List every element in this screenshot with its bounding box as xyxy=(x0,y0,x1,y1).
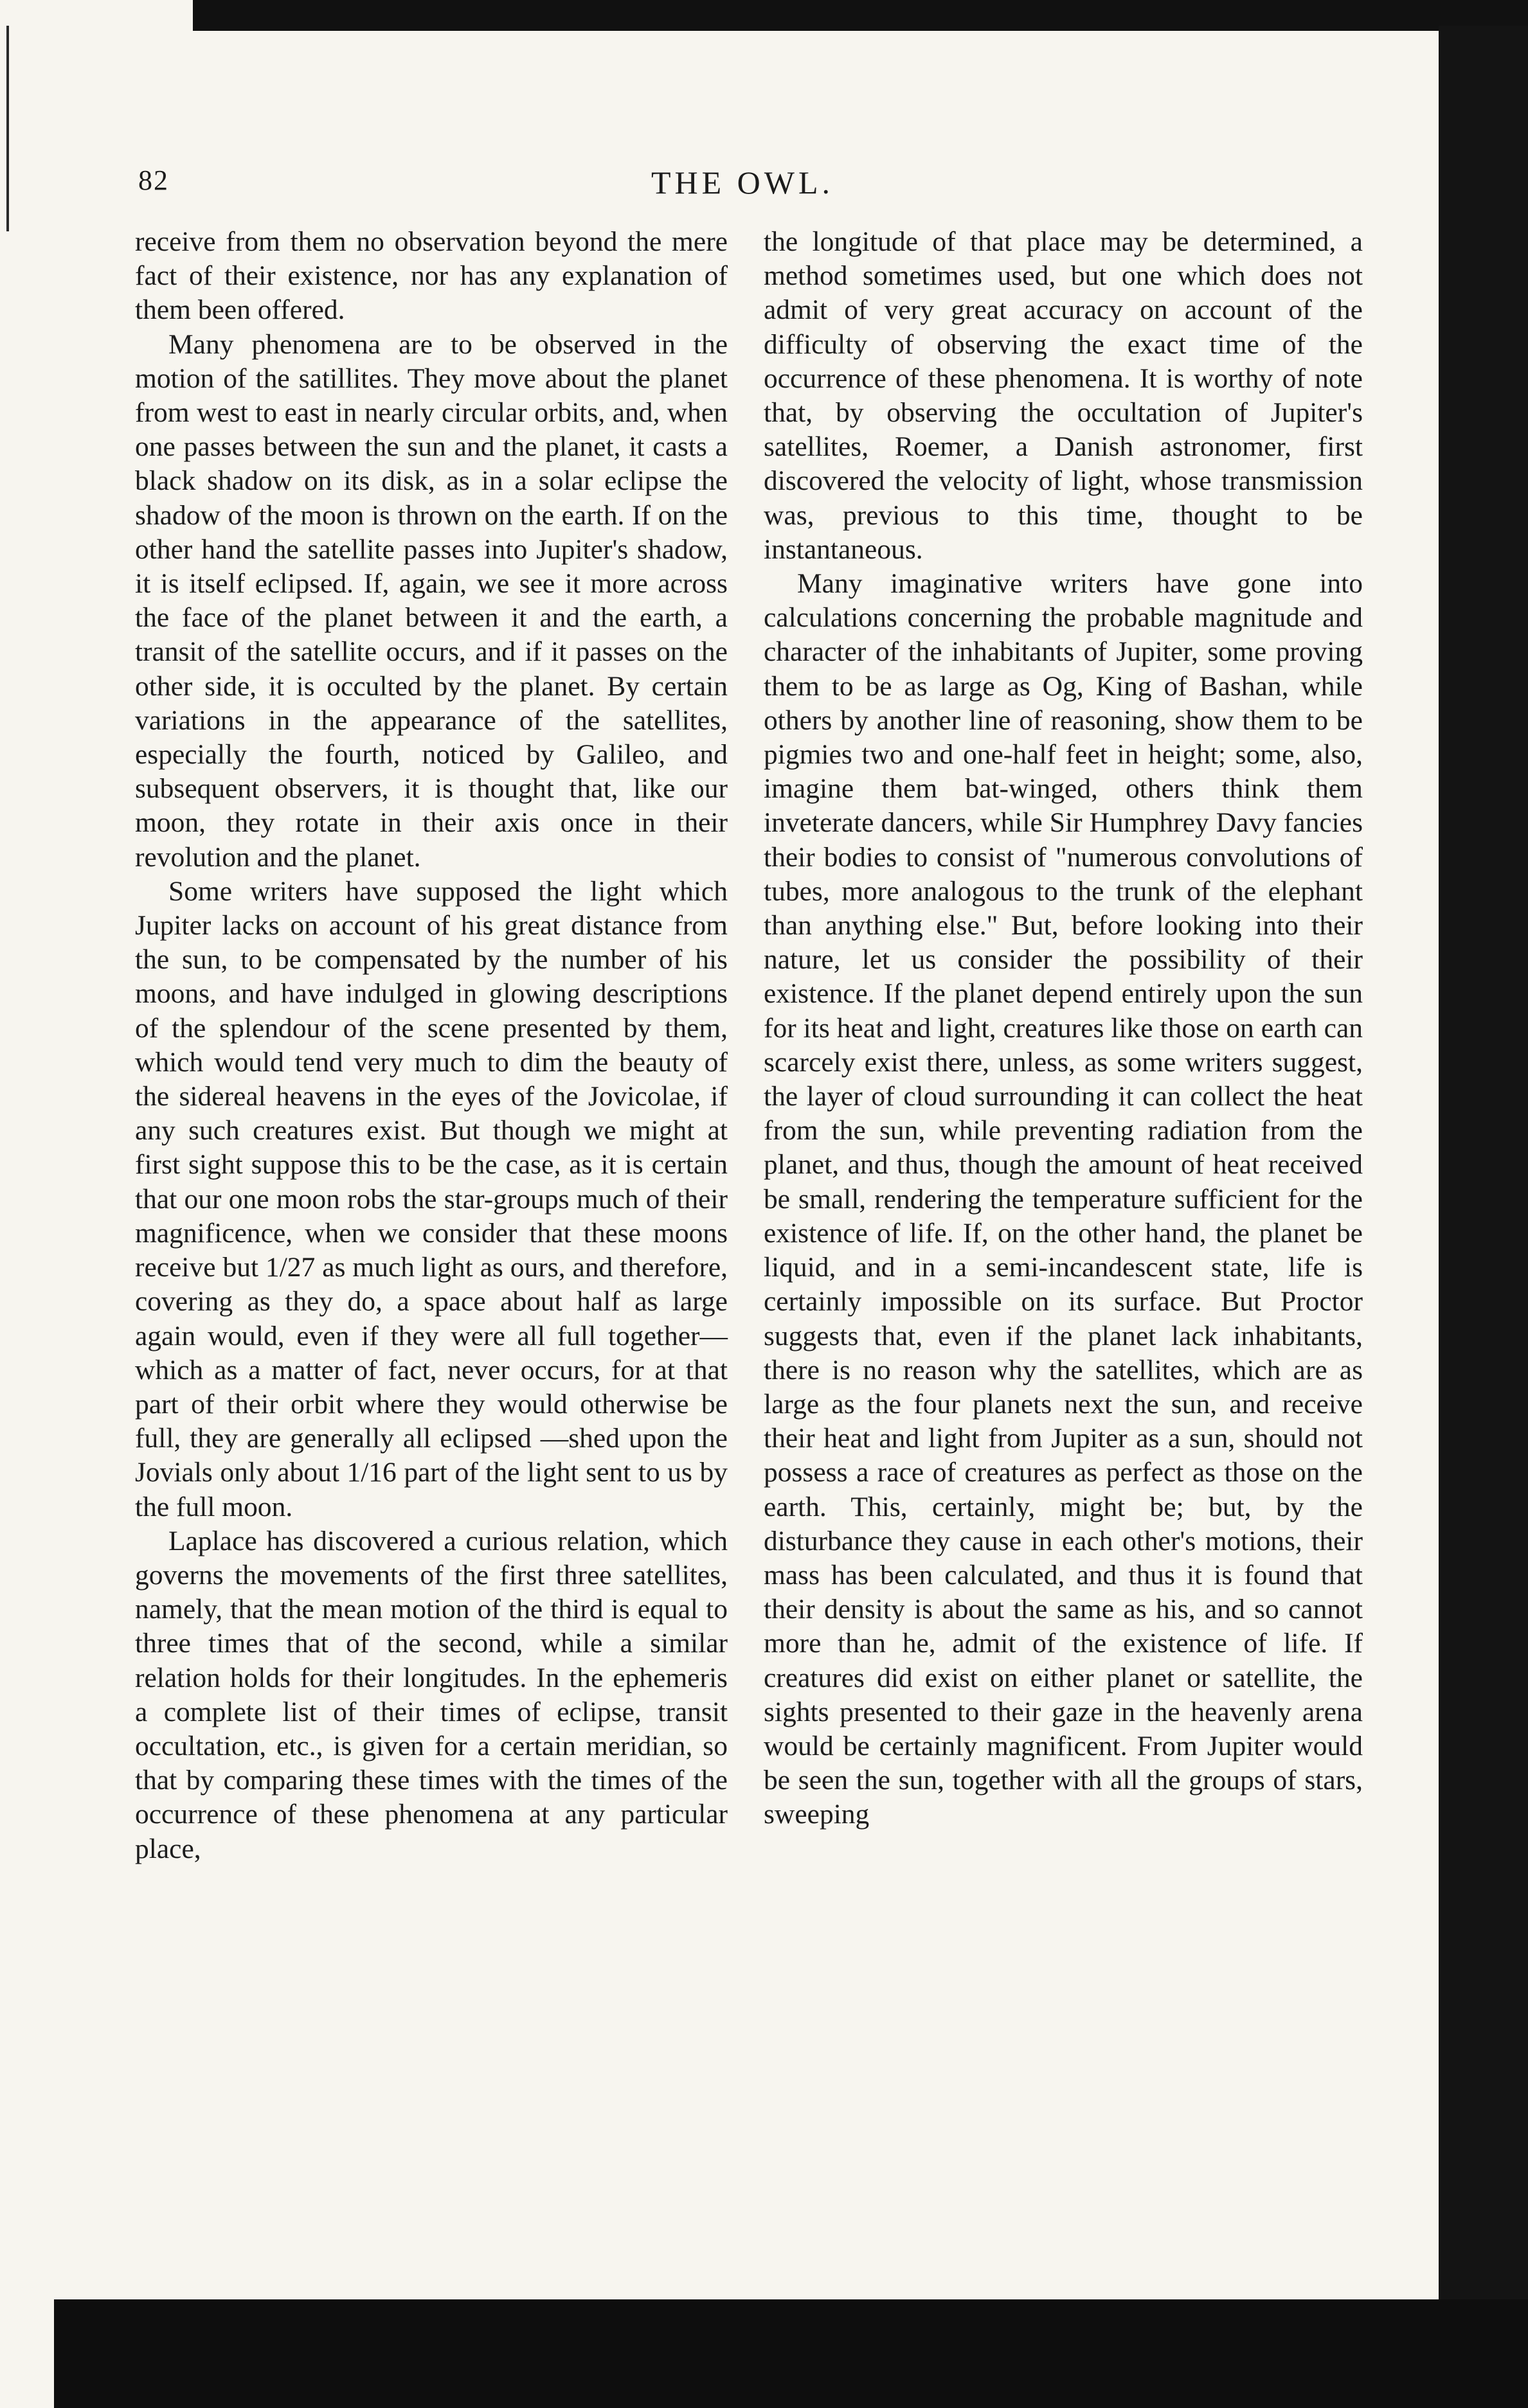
running-title: THE OWL. xyxy=(651,165,834,201)
scan-border-right xyxy=(1439,26,1528,2408)
scan-edge-left xyxy=(6,26,9,231)
page-number: 82 xyxy=(138,165,169,196)
right-column xyxy=(764,225,1363,2256)
left-column xyxy=(135,225,728,2256)
paragraph: Laplace has discovered a curious relation, which governs the movements of the first three satellites, namely, that the mean motion of the third is equal to three times that of the second, while a similar relation holds for their longitudes. In the ephemeris a complete list of their times of eclipse, transit occultation, etc., is given for a certain meridian, so that by comparing these times with the times of the occurrence of these phenomena at any particular place, xyxy=(135,1525,728,1864)
paragraph: Some writers have supposed the light which Jupiter lacks on account of his great distance from the sun, to be compensated by the number of his moons, and have indulged in glowing descriptions of the splendour of the scene presented by them, which would tend very much to dim the beauty of the sidereal heavens in the eyes of the Jovicolae, if any such creatures exist. But though we might at first sight suppose this to be the case, as it is certain that our one moon robs the star-groups much of their magnificence, when we consider that these moons receive but 1/27 as much light as ours, and therefore, covering as they do, a space about half as large again would, even if they were all full together—which as a matter of fact, never occurs, for at that part of their orbit where they would otherwise be full, they are generally all eclipsed —shed upon the Jovials only about 1/16 part of the light sent to us by the full moon. xyxy=(135,875,728,1522)
scan-border-top xyxy=(193,0,1528,31)
scan-border-bottom xyxy=(54,2299,1528,2408)
paragraph: the longitude of that place may be determined, a method sometimes used, but one which does not admit of very great accuracy on account of the difficulty of observing the exact time of the occurrence of these phenomena. It is worthy of note that, by observing the occultation of Jupiter's satellites, Roemer, a Danish astronomer, first discovered the velocity of light, whose transmission was, previous to this time, thought to be instantaneous. xyxy=(764,226,1363,565)
paragraph: Many phenomena are to be observed in the motion of the satillites. They move about the planet from west to east in nearly circular orbits, and, when one passes between the sun and the planet, it casts a black shadow on its disk, as in a solar eclipse the shadow of the moon is thrown on the earth. If on the other hand the satellite passes into Jupiter's shadow, it is itself eclipsed. If, again, we see it more across the face of the planet between it and the earth, a transit of the satellite occurs, and if it passes on the other side, it is occulted by the planet. By certain variations in the appearance of the satellites, especially the fourth, noticed by Galileo, and subsequent observers, it is thought that, like our moon, they rotate in their axis once in their revolution and the planet. xyxy=(135,328,728,873)
paragraph: Many imaginative writers have gone into calculations concerning the probable magnitude and character of the inhabitants of Jupiter, some proving them to be as large as Og, King of Bashan, while others by another line of reasoning, show them to be pigmies two and one-half feet in height; some, also, imagine them bat-winged, others think them inveterate dancers, while Sir Humphrey Davy fancies their bodies to consist of "numerous convolutions of tubes, more analogous to the trunk of the elephant than anything else." But, before looking into their nature, let us consider the possibility of their existence. If the planet depend entirely upon the sun for its heat and light, creatures like those on earth can scarcely exist there, unless, as some writers suggest, the layer of cloud surrounding it can collect the heat from the sun, while preventing radiation from the planet, and thus, though the amount of heat received be small, rendering the temperature sufficient for the existence of life. If, on the other hand, the planet be liquid, and in a semi-incandescent state, life is certainly impossible on its surface. But Proctor suggests that, even if the planet lack inhabitants, there is no reason why the satellites, which are as large as the four planets next the sun, and receive their heat and light from Jupiter as a sun, should not possess a race of creatures as perfect as those on the earth. This, certainly, might be; but, by the disturbance they cause in each other's motions, their mass has been calculated, and thus it is found that their density is about the same as his, and so cannot more than he, admit of the existence of life. If creatures did exist on either planet or satellite, the sights presented to their gaze in the heavenly arena would be certainly magnificent. From Jupiter would be seen the sun, together with all the groups of stars, sweeping xyxy=(764,568,1363,1830)
paragraph: receive from them no observation beyond the mere fact of their existence, nor has any explanation of them been offered. xyxy=(135,226,728,326)
page-header xyxy=(138,164,1347,209)
